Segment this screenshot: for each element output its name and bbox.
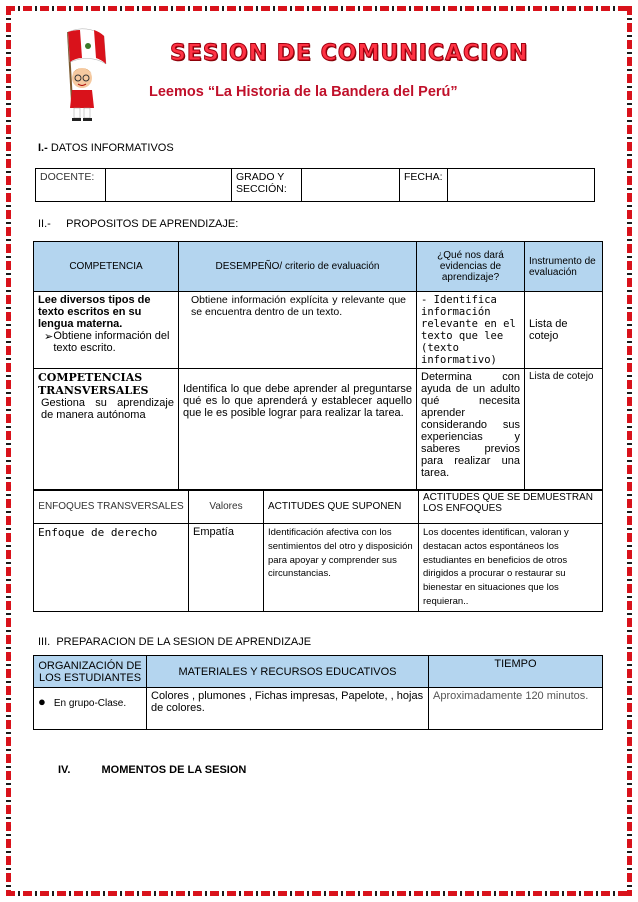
evidencia-transversal-text: Determina con ayuda de un adulto qué necesita aprender considerando sus experiencias y saberes previos para realizar una tarea. <box>417 369 525 491</box>
demuestran-text: Los docentes identifican, valoran y destacan actos espontáneos los estudiantes en beneficios de otros dirigidos a procurar o restaurar su bienestar en situaciones que los requieran.. <box>419 524 603 612</box>
fecha-value[interactable] <box>447 169 594 202</box>
header-enfoques: ENFOQUES TRANSVERSALES <box>34 490 189 524</box>
organizacion-text: En grupo-Clase. <box>53 698 127 709</box>
bullet-icon: ● <box>38 694 46 709</box>
datos-table <box>35 168 595 202</box>
arrow-bullet-icon: ➢ <box>44 331 54 343</box>
boy-with-flag-illustration <box>42 22 122 122</box>
competencia-transversal-cell <box>34 369 179 491</box>
docente-label: DOCENTE: <box>36 169 106 202</box>
instrumento-text: Lista de cotejo <box>525 292 603 369</box>
desempeno-transversal-text: Identifica lo que debe aprender al preguntarse qué es lo que aprenderá y establecer aquello que le es posible lograr para realizar la tarea. <box>179 369 417 491</box>
tiempo-text: Aproximadamente 120 minutos. <box>429 688 603 730</box>
competencia-transversal-text: Gestiona su aprendizaje de manera autónoma <box>41 397 174 421</box>
instrumento-transversal-text: Lista de cotejo <box>525 369 603 491</box>
header-organizacion: ORGANIZACIÓN DE LOS ESTUDIANTES <box>34 656 147 688</box>
capacidad-text: Obtiene información del texto escrito. <box>53 330 170 354</box>
propositos-table <box>33 241 603 491</box>
materiales-text: Colores , plumones , Fichas impresas, Papelote, , hojas de colores. <box>147 688 429 730</box>
section-1-title: DATOS INFORMATIVOS <box>50 142 174 154</box>
page-border-top <box>6 6 632 11</box>
enfoques-table <box>33 489 603 612</box>
page-border-left <box>6 6 11 896</box>
grado-value[interactable] <box>302 169 400 202</box>
enfoque-text: Enfoque de derecho <box>34 524 189 612</box>
actitud-text: Identificación afectiva con los sentimientos del otro y disposición para apoyar y comprender sus circunstancias. <box>264 524 419 612</box>
header-desempeno: DESEMPEÑO/ criterio de evaluación <box>179 242 417 292</box>
page-title: SESION DE COMUNICACION <box>170 41 529 66</box>
section-1-number: I.- <box>38 142 48 154</box>
header-competencia: COMPETENCIA <box>34 242 179 292</box>
section-1-heading <box>38 142 174 154</box>
preparacion-table <box>33 655 603 730</box>
page-border-right <box>627 6 632 896</box>
header-demuestran: ACTITUDES QUE SE DEMUESTRAN LOS ENFOQUES <box>419 490 603 524</box>
fecha-label: FECHA: <box>400 169 448 202</box>
header-valores: Valores <box>189 490 264 524</box>
competencias-transversales-title: COMPETENCIAS TRANSVERSALES <box>38 371 149 397</box>
competencia-cell <box>34 292 179 369</box>
header-actitudes: ACTITUDES QUE SUPONEN <box>264 490 419 524</box>
section-4-number: IV. <box>58 764 71 776</box>
section-3-heading: III. PREPARACION DE LA SESION DE APRENDIZAJE <box>38 636 312 648</box>
section-4-title: MOMENTOS DE LA SESION <box>101 764 247 776</box>
page-subtitle: Leemos “La Historia de la Bandera del Perú” <box>149 84 458 100</box>
section-4-heading <box>58 764 246 776</box>
page-border-bottom <box>6 891 632 896</box>
organizacion-cell <box>34 688 147 730</box>
grado-label: GRADO Y SECCIÓN: <box>232 169 302 202</box>
desempeno-text: Obtiene información explícita y relevante que se encuentra dentro de un texto. <box>179 292 417 369</box>
docente-value[interactable] <box>106 169 232 202</box>
header-evidencias: ¿Qué nos dará evidencias de aprendizaje? <box>417 242 525 292</box>
evidencia-text: - Identifica información relevante en el texto que lee (texto informativo) <box>417 292 525 369</box>
header-instrumento: Instrumento de evaluación <box>525 242 603 292</box>
header-tiempo: TIEMPO <box>429 656 603 688</box>
capacidad-item <box>38 330 174 354</box>
competencia-text: Lee diversos tipos de texto escritos en su lengua materna. <box>38 294 151 330</box>
section-2-heading: II.- PROPOSITOS DE APRENDIZAJE: <box>38 218 239 230</box>
header-materiales: MATERIALES Y RECURSOS EDUCATIVOS <box>147 656 429 688</box>
valor-text: Empatía <box>189 524 264 612</box>
